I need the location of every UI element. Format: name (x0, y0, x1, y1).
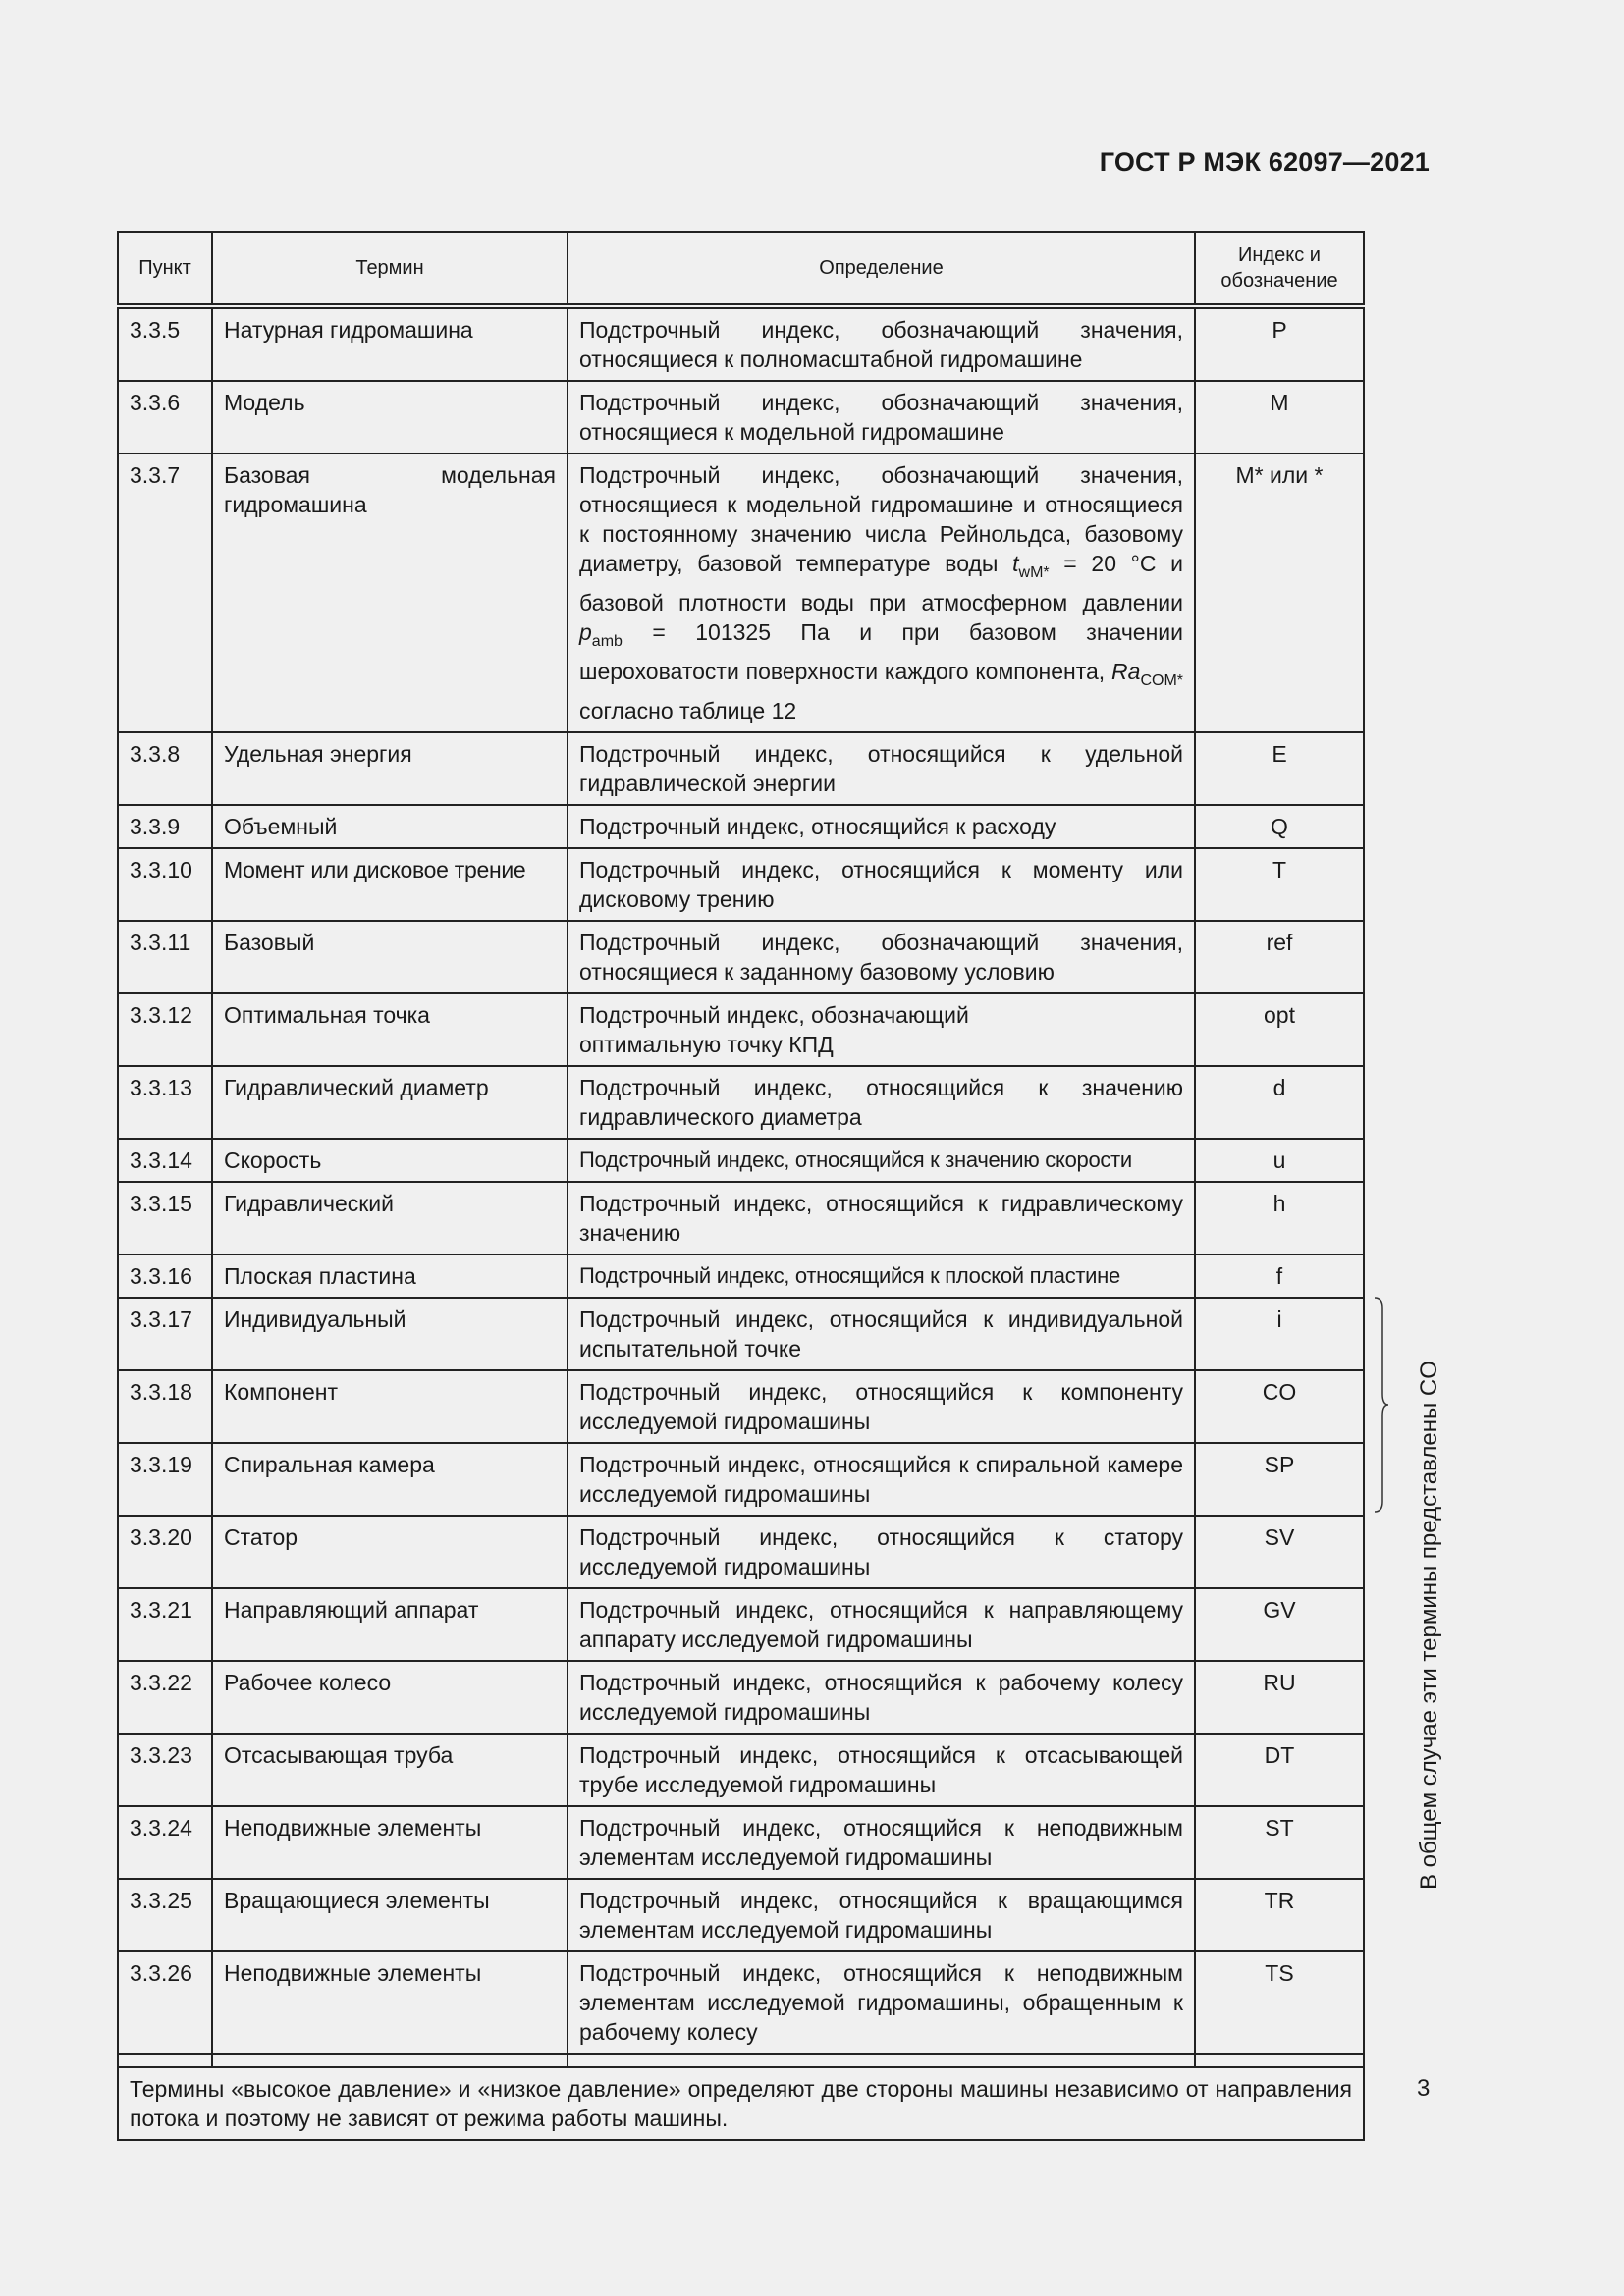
row-index: M (1195, 381, 1364, 454)
table-row (118, 1255, 1364, 1298)
row-index: d (1195, 1066, 1364, 1139)
row-definition (568, 454, 1195, 732)
row-code: 3.3.19 (118, 1443, 212, 1516)
row-term: Базовая модельная гидромашина (212, 454, 568, 732)
row-term: Неподвижные элементы (212, 1951, 568, 2054)
row-code: 3.3.7 (118, 454, 212, 732)
row-code: 3.3.12 (118, 993, 212, 1066)
row-term: Объемный (212, 805, 568, 848)
symbol-ra-subscript: COM* (1140, 672, 1183, 689)
row-term: Момент или дисковое трение (212, 848, 568, 921)
row-code: 3.3.9 (118, 805, 212, 848)
row-term: Индивидуальный (212, 1298, 568, 1370)
row-term: Рабочее колесо (212, 1661, 568, 1734)
row-term: Вращающиеся элементы (212, 1879, 568, 1951)
row-term: Базовый (212, 921, 568, 993)
row-index: h (1195, 1182, 1364, 1255)
table-row (118, 454, 1364, 732)
row-term: Спиральная камера (212, 1443, 568, 1516)
row-index: SP (1195, 1443, 1364, 1516)
table-header-row (118, 232, 1364, 306)
row-code: 3.3.8 (118, 732, 212, 805)
row-definition: Подстрочный индекс, относящийся к индивидуальной испытательной точке (568, 1298, 1195, 1370)
row-index: SV (1195, 1516, 1364, 1588)
row-definition: Подстрочный индекс, относящийся к направляющему аппарату исследуемой гидромашины (568, 1588, 1195, 1661)
symbol-t: t (1012, 551, 1019, 576)
row-term: Неподвижные элементы (212, 1806, 568, 1879)
row-code: 3.3.18 (118, 1370, 212, 1443)
table-row (118, 306, 1364, 381)
row-index: CO (1195, 1370, 1364, 1443)
row-term: Скорость (212, 1139, 568, 1182)
row-index: u (1195, 1139, 1364, 1182)
definition-text: Подстрочный индекс, обозначающий значения, относящиеся к модельной гидромашине и относящиеся к постоянному значению числа Рейнольдса, базовому диаметру, базовой температуре воды (579, 462, 1183, 576)
row-code: 3.3.13 (118, 1066, 212, 1139)
table-row (118, 1443, 1364, 1516)
row-code: 3.3.10 (118, 848, 212, 921)
table-row (118, 1734, 1364, 1806)
row-code: 3.3.16 (118, 1255, 212, 1298)
table-row (118, 1588, 1364, 1661)
row-definition: Подстрочный индекс, относящийся к компоненту исследуемой гидромашины (568, 1370, 1195, 1443)
row-index: M* или * (1195, 454, 1364, 732)
table-row (118, 1370, 1364, 1443)
table-row (118, 805, 1364, 848)
table-row (118, 2054, 1364, 2067)
symbol-p: p (579, 619, 592, 645)
row-definition: Подстрочный индекс, относящийся к плоской пластине (568, 1255, 1195, 1298)
row-term: Плоская пластина (212, 1255, 568, 1298)
table-row (118, 921, 1364, 993)
row-term: Направляющий аппарат (212, 1588, 568, 1661)
table-row (118, 1661, 1364, 1734)
symbol-t-subscript: wM* (1018, 564, 1050, 581)
row-index: GV (1195, 1588, 1364, 1661)
table-note: Термины «высокое давление» и «низкое давление» определяют две стороны машины независимо от направления потока и поэтому не зависят от режима работы машины. (118, 2067, 1364, 2140)
table-row (118, 1139, 1364, 1182)
header-definition: Определение (568, 232, 1195, 306)
row-definition: Подстрочный индекс, относящийся к гидравлическому значению (568, 1182, 1195, 1255)
header-index-line1: Индекс и (1238, 244, 1321, 266)
row-definition: Подстрочный индекс, относящийся к вращающимся элементам исследуемой гидромашины (568, 1879, 1195, 1951)
row-term: Компонент (212, 1370, 568, 1443)
definition-text: = 101325 Па и при базовом значении шероховатости поверхности каждого компонента, (579, 619, 1183, 684)
row-index: ST (1195, 1806, 1364, 1879)
row-code: 3.3.17 (118, 1298, 212, 1370)
table-row (118, 1066, 1364, 1139)
table-row (118, 1806, 1364, 1879)
header-index (1195, 232, 1364, 306)
row-term: Гидравлический (212, 1182, 568, 1255)
row-index (1195, 2054, 1364, 2067)
row-code: 3.3.25 (118, 1879, 212, 1951)
table-row (118, 1879, 1364, 1951)
table-row (118, 848, 1364, 921)
row-code: 3.3.23 (118, 1734, 212, 1806)
row-code: 3.3.26 (118, 1951, 212, 2054)
row-definition: Подстрочный индекс, относящийся к статору исследуемой гидромашины (568, 1516, 1195, 1588)
table-row (118, 732, 1364, 805)
row-definition: Подстрочный индекс, относящийся к неподвижным элементам исследуемой гидромашины, обращенным к рабочему колесу (568, 1951, 1195, 2054)
row-code: 3.3.14 (118, 1139, 212, 1182)
row-definition: Подстрочный индекс, обозначающий значения, относящиеся к заданному базовому условию (568, 921, 1195, 993)
row-code: 3.3.5 (118, 306, 212, 381)
brace-icon (1373, 1296, 1390, 1514)
terms-table (117, 231, 1365, 2141)
row-code: 3.3.20 (118, 1516, 212, 1588)
row-definition: Подстрочный индекс, относящийся к расходу (568, 805, 1195, 848)
row-index: E (1195, 732, 1364, 805)
row-definition: Подстрочный индекс, обозначающий оптимальную точку КПД (568, 993, 1195, 1066)
row-term: Удельная энергия (212, 732, 568, 805)
row-term: Оптимальная точка (212, 993, 568, 1066)
row-definition: Подстрочный индекс, относящийся к рабочему колесу исследуемой гидромашины (568, 1661, 1195, 1734)
row-code: 3.3.11 (118, 921, 212, 993)
table-row (118, 1298, 1364, 1370)
row-definition: Подстрочный индекс, относящийся к значению гидравлического диаметра (568, 1066, 1195, 1139)
row-code: 3.3.22 (118, 1661, 212, 1734)
document-header: ГОСТ Р МЭК 62097—2021 (1099, 147, 1430, 177)
table-note-row (118, 2067, 1364, 2140)
row-code: 3.3.21 (118, 1588, 212, 1661)
row-term (212, 2054, 568, 2067)
row-index: RU (1195, 1661, 1364, 1734)
row-definition: Подстрочный индекс, относящийся к удельной гидравлической энергии (568, 732, 1195, 805)
row-term: Модель (212, 381, 568, 454)
row-code: 3.3.6 (118, 381, 212, 454)
row-term: Гидравлический диаметр (212, 1066, 568, 1139)
row-definition (568, 2054, 1195, 2067)
row-code (118, 2054, 212, 2067)
definition-text: согласно таблице 12 (579, 698, 797, 723)
row-index: ref (1195, 921, 1364, 993)
row-definition: Подстрочный индекс, относящийся к спиральной камере исследуемой гидромашины (568, 1443, 1195, 1516)
row-index: P (1195, 306, 1364, 381)
table-row (118, 1951, 1364, 2054)
row-term: Отсасывающая труба (212, 1734, 568, 1806)
definition-text: = 20 °C и базовой плотности воды при атмосферном давлении (579, 551, 1183, 615)
row-index: DT (1195, 1734, 1364, 1806)
row-term: Натурная гидромашина (212, 306, 568, 381)
symbol-ra: Ra (1111, 659, 1141, 684)
row-code: 3.3.24 (118, 1806, 212, 1879)
table-row (118, 381, 1364, 454)
row-index: Q (1195, 805, 1364, 848)
row-index: opt (1195, 993, 1364, 1066)
row-definition: Подстрочный индекс, относящийся к отсасывающей трубе исследуемой гидромашины (568, 1734, 1195, 1806)
row-index: f (1195, 1255, 1364, 1298)
side-note: В общем случае эти термины представлены CO (1416, 1361, 1442, 1890)
header-index-line2: обозначение (1220, 270, 1338, 292)
row-definition: Подстрочный индекс, относящийся к значению скорости (568, 1139, 1195, 1182)
row-definition: Подстрочный индекс, обозначающий значения, относящиеся к полномасштабной гидромашине (568, 306, 1195, 381)
table-row (118, 1516, 1364, 1588)
row-index: TR (1195, 1879, 1364, 1951)
header-code: Пункт (118, 232, 212, 306)
row-index: TS (1195, 1951, 1364, 2054)
row-term: Статор (212, 1516, 568, 1588)
table-row (118, 993, 1364, 1066)
row-definition: Подстрочный индекс, относящийся к моменту или дисковому трению (568, 848, 1195, 921)
table-row (118, 1182, 1364, 1255)
header-term: Термин (212, 232, 568, 306)
page-number: 3 (1417, 2075, 1431, 2102)
symbol-p-subscript: amb (591, 633, 623, 650)
row-index: T (1195, 848, 1364, 921)
row-code: 3.3.15 (118, 1182, 212, 1255)
row-definition: Подстрочный индекс, относящийся к неподвижным элементам исследуемой гидромашины (568, 1806, 1195, 1879)
row-definition: Подстрочный индекс, обозначающий значения, относящиеся к модельной гидромашине (568, 381, 1195, 454)
row-index: i (1195, 1298, 1364, 1370)
